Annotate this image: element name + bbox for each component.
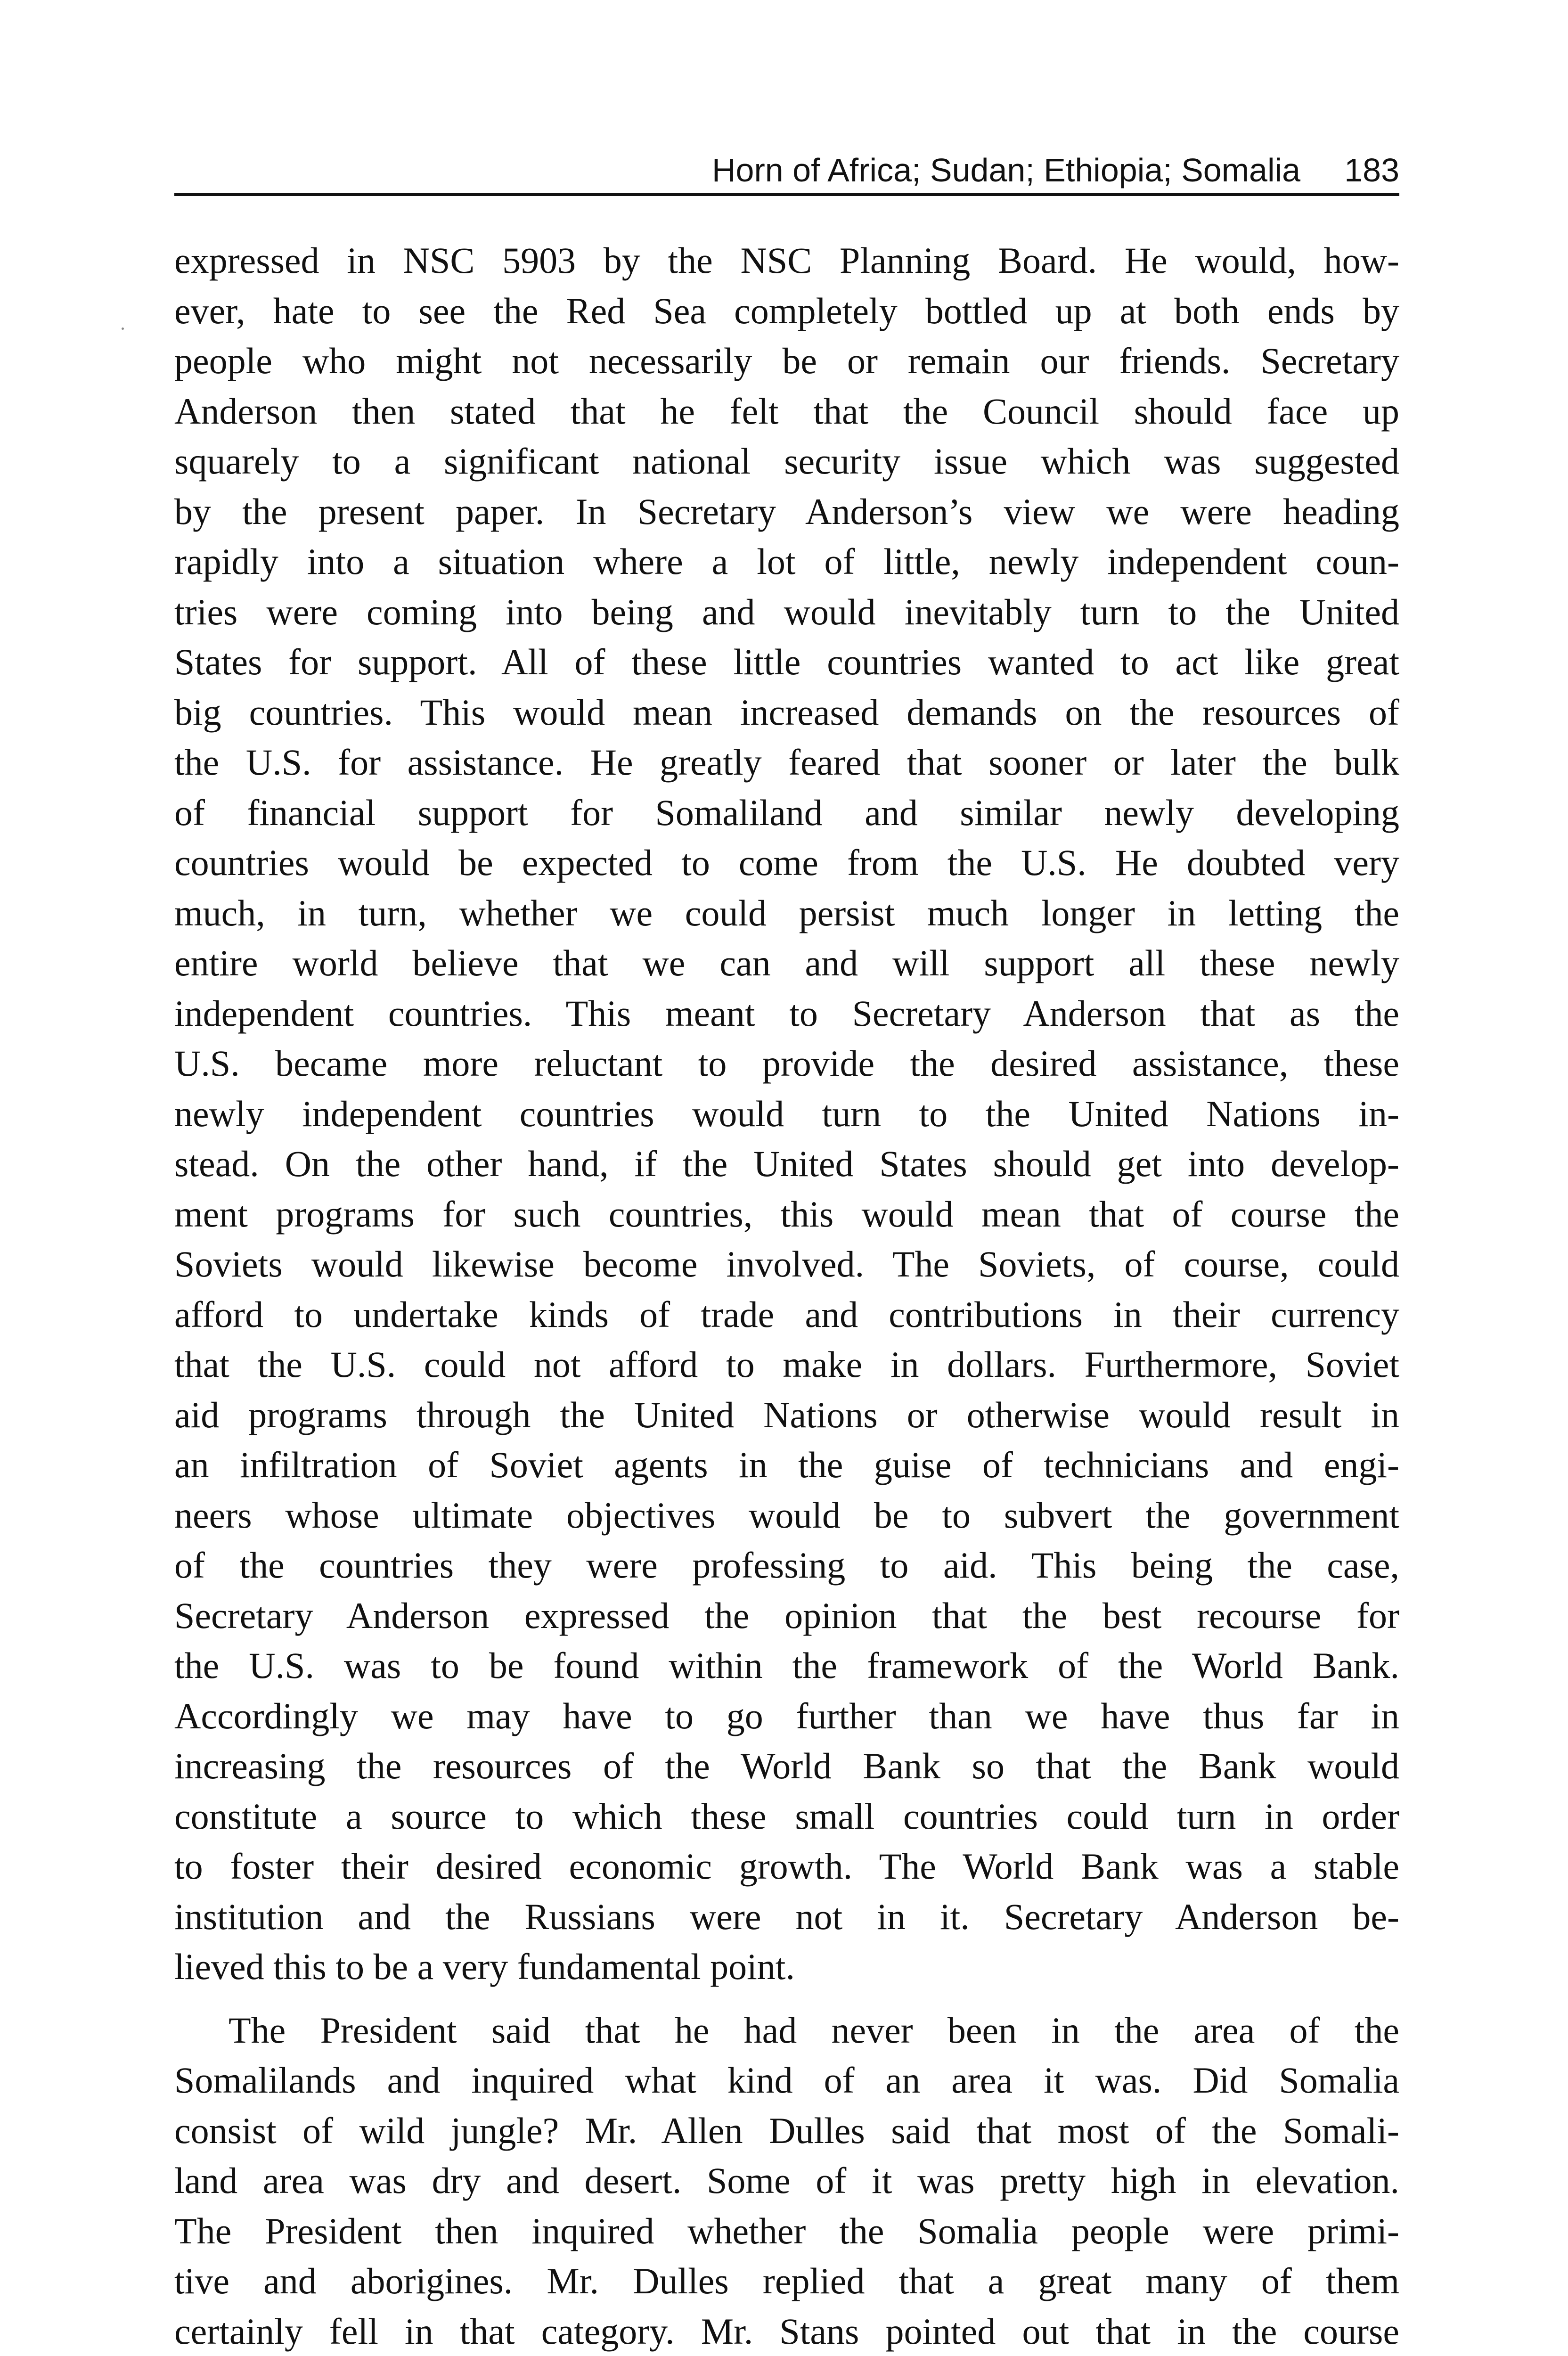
text-line: tive and aborigines. Mr. Dulles replied that a great many of them [174, 2260, 1399, 2301]
running-header [174, 141, 1399, 196]
text-line: stead. On the other hand, if the United States should get into develop- [174, 1143, 1399, 1184]
text-line: the U.S. for assistance. He greatly feared that sooner or later the bulk [174, 742, 1399, 783]
text-line: countries would be expected to come from the U.S. He doubted very [174, 842, 1399, 883]
text-line: squarely to a significant national security issue which was suggested [174, 441, 1399, 482]
text-line: Secretary Anderson expressed the opinion that the best recourse for [174, 1595, 1399, 1636]
text-line: newly independent countries would turn to the United Nations in- [174, 1093, 1399, 1134]
text-line: to foster their desired economic growth. The World Bank was a stable [174, 1846, 1399, 1887]
text-line: institution and the Russians were not in it. Secretary Anderson be- [174, 1896, 1399, 1937]
text-line: aid programs through the United Nations or otherwise would result in [174, 1394, 1399, 1435]
text-line: of the countries they were professing to aid. This being the case, [174, 1545, 1399, 1586]
body-text [174, 236, 1399, 2356]
text-line: people who might not necessarily be or remain our friends. Secretary [174, 340, 1399, 381]
text-line: by the present paper. In Secretary Anderson’s view we were heading [174, 491, 1399, 532]
text-line: an infiltration of Soviet agents in the guise of technicians and engi- [174, 1444, 1399, 1485]
text-line: Anderson then stated that he felt that the Council should face up [174, 390, 1399, 432]
text-line: ever, hate to see the Red Sea completely bottled up at both ends by [174, 290, 1399, 331]
text-line: tries were coming into being and would inevitably turn to the United [174, 591, 1399, 632]
text-line: entire world believe that we can and will support all these newly [174, 942, 1399, 983]
text-line: States for support. All of these little countries wanted to act like great [174, 641, 1399, 682]
paragraph-1 [174, 236, 1399, 1992]
text-line: Somalilands and inquired what kind of an area it was. Did Somalia [174, 2060, 1399, 2101]
text-line: neers whose ultimate objectives would be to subvert the government [174, 1494, 1399, 1536]
running-title: Horn of Africa; Sudan; Ethiopia; Somalia [711, 152, 1300, 188]
text-line: afford to undertake kinds of trade and contributions in their currency [174, 1293, 1399, 1335]
text-line: Soviets would likewise become involved. The Soviets, of course, could [174, 1243, 1399, 1284]
text-line: land area was dry and desert. Some of it was pretty high in elevation. [174, 2160, 1399, 2201]
text-line: The President said that he had never been in the area of the [229, 2009, 1399, 2051]
text-line: Accordingly we may have to go further than we have thus far in [174, 1695, 1399, 1736]
text-line: U.S. became more reluctant to provide the desired assistance, these [174, 1043, 1399, 1084]
text-line: rapidly into a situation where a lot of little, newly independent coun- [174, 541, 1399, 582]
text-line: certainly fell in that category. Mr. Stans pointed out that in the course [174, 2310, 1399, 2352]
text-line: constitute a source to which these small countries could turn in order [174, 1795, 1399, 1837]
text-line: ment programs for such countries, this would mean that of course the [174, 1193, 1399, 1235]
text-line: The President then inquired whether the Somalia people were primi- [174, 2210, 1399, 2251]
text-line: the U.S. was to be found within the framework of the World Bank. [174, 1645, 1399, 1686]
paragraph-2 [174, 2005, 1399, 2356]
text-line: of financial support for Somaliland and similar newly developing [174, 792, 1399, 833]
scan-speck [122, 327, 124, 330]
text-line: much, in turn, whether we could persist much longer in letting the [174, 892, 1399, 933]
text-line: increasing the resources of the World Bank so that the Bank would [174, 1745, 1399, 1786]
text-line: big countries. This would mean increased demands on the resources of [174, 691, 1399, 733]
text-line: expressed in NSC 5903 by the NSC Planning Board. He would, how- [174, 240, 1399, 281]
text-line: independent countries. This meant to Secretary Anderson that as the [174, 992, 1399, 1034]
text-line: lieved this to be a very fundamental point. [174, 1946, 795, 1987]
paragraph-spacer [174, 1992, 1399, 2005]
text-line: consist of wild jungle? Mr. Allen Dulles said that most of the Somali- [174, 2110, 1399, 2151]
page-number: 183 [1344, 152, 1399, 188]
text-line: that the U.S. could not afford to make in dollars. Furthermore, Soviet [174, 1344, 1399, 1385]
